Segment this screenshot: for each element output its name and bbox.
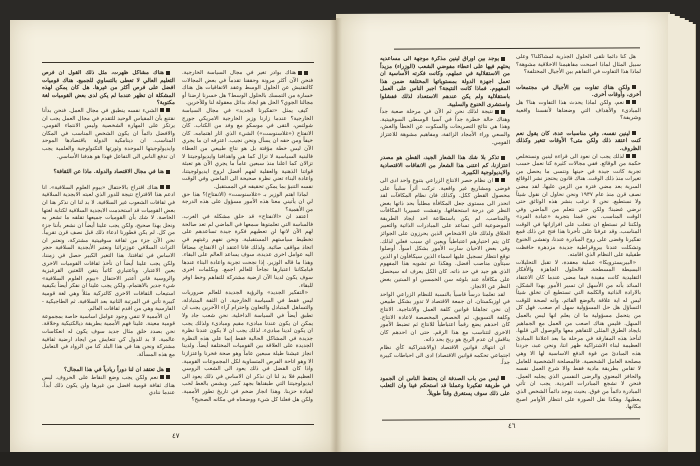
answer-marker-icon (298, 71, 302, 75)
scan-background-bottom (0, 452, 700, 466)
answer-marker-icon (495, 178, 499, 182)
page-edges (668, 14, 698, 458)
answer-marker-icon (495, 110, 499, 114)
question-marker-icon (501, 376, 505, 380)
book-gutter (330, 18, 342, 454)
answer-marker-icon (626, 154, 630, 158)
answer-marker-icon (160, 108, 164, 112)
question-marker-icon (632, 131, 636, 135)
left-top-rule (42, 62, 314, 63)
left-page-right-column: هناك بوادر تغير في مجال السياسة الخارجية. فنحن الآن أكثر مرونة وحققنا تقدماً في بعض المجالات كالتفتيش عن الحلول الوسط وعقد الاتفاقيات هل هناك خسارة من التمسك بالحلول الوسط؟ هل خسرنا ارضنا أو مجالنا الجوي؟ الحل هو ايجاد بدائل معقولة لنا وللآخرين. كيف يمثل «تفكيرنا الجديد» في مجال السياسة الخارجية؟ عندما زارنا وزير الخارجية الامريكي جورج شولتس، التقى في موسكو مع وفد من الكتاب. كان الانفتاح («غلاسنوست») الشيء الذي اثار اهتمامه. كان خيفاً ومن حقه ان يسأل ونحن نجيب. اعترفه ان ما يجري الآن ليس خطة مؤقتة بل هو نتاج طبيعي من العطاء فالبنية السياسية لا تزال كما هي واهدافنا وايديولوجيتنا لا تزالان كما اعلنا منذ سبعين عاماً ما يجري الآن هو تعبئة قواتنا الذهنية والعقلية لفهم أفضل لروح ايديولوجيتنا، واعادة البناء تعني نظرة صحيحة الى الماضي وفي الوقت نفسه التنبؤ بما يمكن تحقيقه في المستقبل. لماذا اهتم الوزير بـ «غلاسنوست» (الانفتاح)؟ هذا حق لي ان يأتيني معنا هذه الأمور مسؤول على هذه الدرجة من الأهمية؟ اعتقد ان «الانفتاح» قد خلق مشكلة في الغرب. فالساسة التي تعلمتوها سمعها في الماضي لم تعد صالحة لهم الآن لانها لن تعطيهم فكرة جيدة تساعدهم على تخطيط سياستهم المستقبلية. ونحن نفهم رغبتهم في اتخاذ مواقف صائبة. ولذلك فانا اعتقد ان الانفتاح، مضافاً اليه عوامل اخرى عديدة، سوف يساعد العالم على البقاء. وهذا ما قاله الوزير. إذا نجحت تجربة واعادة البناء عندها فبامكاننا اعتبارها نجاحاً للعالم اجمع. وبكلمات اخرى سوف يكون لدينا الآن ارضية مشتركة للتفاهم وخط اوفر للبقاء. «التفكير الجديد» والرؤية الجديدة للعالم ضروريات ليس فقط في السياسة الخارجية. ان الثقة المتبادلة، والتساهل المتبادل والتعاون واحترام آراء الآخرين يجب ان تطبق أيضاً في السياسة الداخلية. نحن شعب جاد ولا يمكن ان يكون عندنا مبادىء مقيم ومبادىء ولذلك يجب ان يكون لدينا مبادىء. لذلك يجب ان لا يكون عندنا نظرة جديدة في المشاكل الحالية فقط إنما علي هذه النظرة الجديدة على العلاقة بين القوميات المختلفة أيضاً. ولدينا انجاز عيشنا طيلة سبعين عاماً وهو صحة فخرنا واعتزازنا الا وهو اتاحة الفرص المتساوية لكل المجموعات القومية. واذا كان الفضل في ذلك يعود الى الشعب الروسي العظيم فلا بد لنا ان نذكر ان الاساس في ذلك يعود الى ايديولوجيتنا التي طبقناها بجهد كبير. وبشس بالغط لحب لقيادة حزبنا. وهذا انجاز ضخم في تاريخ تطور الأممية. ولكن هل فعلنا كل شيء ووضعناه في مكانه الصحيح؟ (182, 70, 313, 403)
right-page-number: ٤٦ (508, 422, 516, 430)
answer-marker-icon (160, 185, 164, 189)
answer-marker-icon (501, 178, 505, 182)
answer-marker-icon (632, 100, 636, 104)
answer-marker-icon (632, 154, 636, 158)
question-marker-icon (166, 71, 170, 75)
answer-marker-icon (304, 71, 308, 75)
left-bottom-rule (42, 424, 314, 425)
answer-marker-icon (626, 100, 630, 104)
answer-marker-icon (501, 110, 505, 114)
question-marker-icon (166, 368, 170, 372)
question-marker-icon (501, 57, 505, 61)
answer-marker-icon (160, 375, 164, 379)
left-page-left-column: هناك مشاكل ظهرت، مثل ذلك القول ان فرص التعليم العالي لا تعطى بالتساوي للجميع. هناك قوميات افضل على فرص أكثر من غيرها. هل كان يمكن لهذه المشكلة ان تظهر عندما لم يكن لدى بعض القوميات لغة مكتوبة؟ الشيء نفسه ينطبق في مجال العمل. فنحن بدأنا نقتنع بأن المقياس الوحيد للتقدم في مجال العمل يجب ان يرتكز على المهارة الشخصية وليس الانتماء القومي. والافضل دائماً ان يكون الشخص المناسب في المكان المناسب. ان دينامكية الدولة باقتصادها الموحد وايديولوجيتها الموحدة وثورتها التكنولوجية والعلمية يجب ان تدفع الناس الى التفاعل فهذا هو هدفنا الأساسي. هنا في مجال الاقتصاد والدولة. ماذا عن الثقافة؟ هناك اقتراح بالاحتفال «بيوم العلوم السلافية». انا ادعم هذا الاقتراح نتيجة للدور الذي لعبته الابجدية السلافية في ثقافات الشعوب غير السلافية. لا بد لنا ان نذكر هنا ان بعض القوميات قد استخدمت الابجدية السلافية لكتابة لغتها الخاصة. لا شك بأن القوميات جميعها تقلقه ما تشعر به ونحل بهذا صحيح، ولكن يجب علينا أيضاً ان نشعر بأننا جزء من كل. لم يكن فطورنا ادعاء ذلك قبل نصف قرن تقريباً. نحن الآن جزء من ثقافة سوفييتية مشتركة، ونعتبر ان التراث السلافي عوزتراثنا ونعتبر الأبجدية السلافية حجر الاساس في ثقافتنا. هذا التغير الكبير حصل في زمننا، ولكن يجب علينا أيضاً ان نأخذ ثقافات القوميات الاخرى بعين الاعتبار. وباعتباري كاتباً يتقن اللغتين القرغيزية والروسية فاني أعتبر الاحتفال «بيوم العلوم السلافية» شيء جدير بالاهتمام. ولكن يجب علينا ان نفكر أيضاً بكيفية استيعاب الثقافات الاخرى كالتركية مثلاً وهي لغة قومية كبيرة تأتي في المرتبة الثانية بعد السلافية. ثم الطاجيكية - الفارسية وهي من اقدم ثقافات العالم. ان الأممية لا تنفي وجود عوامل اساسية خاصة بمجموعة قومية معينة. علينا فهم الأممية بطريقة ديالكتيكية وخلاقة. نحن بصدد خلق مثال جديد سوف يكون له انعكاسات عالمية. لا بد للدول كي تتعايش من ايجاد ارضية ثقافية مشتركة ونحن هنا في هذا البلد كنا من الرواد في التعامل مع هذه المسألة. هل تعتقد ان لنا دوراً ريادياً في هذا المجال؟ نعم ولكن يجب وضع النقاط على الحروف. ليس هناك ثقافة قومية افضل من غيرها ولن يكون ذلك أبداً. عندما ننادي (42, 70, 175, 397)
answer-marker-icon (166, 375, 170, 379)
question-marker-icon (632, 85, 636, 89)
answer-marker-icon (166, 185, 170, 189)
left-page-number: ٤٧ (172, 432, 180, 440)
question-marker-icon (501, 156, 505, 160)
right-page-right-column: هل كنا دائماً نلقى الحلول الجذرية لمشاكلنا؟ وعلى سبيل المثال لماذا اصبحت مفاهيمنا الاخلاقية مشوهة؟ لماذا هذا التفاوت في التفاهم بين الأجيال المختلفة؟ ولكن هناك تفاوت بين الأجيال في مجتمعات أخرى، وأوقات أخرى. نعم، ولكن لماذا يحدث هذا التفاوت هنا؟ هل المبادىء والأهداف التي وضعناها لأنفسنا واقعية وشريفة؟ لينين نفسه، وفي مناسبات عدة، كان يقول نعم كنت اعتقد ذلك ولكن متى؟ الأوقات تتغير وكذلك الظروف. لذلك يجب ان نعود الى قراءة لينين ونستخلص حكمة من الوقائع. ففي مجالات كثيرة كنا نعمل حسب تجربة كانت جيدة في حينها ونتسى ما يحصل من تغيرات منذ ذلك الوقت. هناك قانون يحتجز نشر الوقائع السرية بعد مضي فترة من الزمن عليها. لقد مضى نصف قرن منذ عام ١٩٣٧ ونحن نحاول ان نقول شيئاً ولا نستطيع. نحن لا نرغب بنشر هذه الوثائق حتى نرضي غضبنا؛ ولكن حتى نتعلم من الماضي وفي الوقت المناسب. نحن قمنا بتجربة «عبادة الفرد» ولكننا لم نستطع ان نتغلب على افرازاتها في الوقت المناسب. وقد عرفنا على تأخرنا هذا فتح عن ذلك قمع تفكيرنا وقضى على روح المبادرة عندنا، وتفشى الخنوع وتشكلت عندنا بيروقراطية جديدة مزدهرة حافظت طفيلية على النظام الذي اقامته. «البيريسترويكا» عملية معقدة، لا تقبل التحليلات البسيطة المسطحة. فالحلول الجاهزة والأفكار التقليدية كانت مفيدة فيما مضى عندما كان الاعتقاد السائد بأنه من الأسهل ان تسير الأمور بهذا الشكل، بالارادة الذاتية والكلمة التي تستطيع ان تخلق شيئاً ليس له اية علاقة بالوضع القائم. وانه لصحة للوقت التساؤل هل حل المسؤولية سهل ام صعب. فهل كل من يتحمل مسؤولية ما ان يعلم انها ليس بالعمل السهل. فليس هناك اصعب من العمل مع الجماهير بايجاد الطرق المثلى للتفاهم معها والوصول الى قلبها. لنأخذ هذه المفارقة في مرحلة ما بعد اعلاننا المبادئ العظيمة لبناء الاشتراكية ظهر انتا، ونحن عبد، جردنا هذه المبادئ من قوة الدفع الاساسية لها الا وهي مصلحة العامل الشخصية. فالمصلحة الشخصية للعامل لا تقاس بطريقة مادية فقط والا شرع العمل نفسه والحافز المعنوي والرضى النفسي الذي يجلبه العمل. فنحن لا نشجع المبادرات الفردية. يجب ان تأتي المبادرة دائماً من فوق. بحيث يوجد دائماً الشخص الذي يعطيها. وهكذا نقل الصورة على انتظار الأوامر اصبح مكانها. (516, 54, 641, 411)
question-marker-icon (166, 170, 170, 174)
answer-marker-icon (166, 108, 170, 112)
right-page-left-column: يوجد بين أوراق لينين مذكرة موجهة الى مساعديه يحثهم فيها على اعطاء مفوضي الشعب (الوزراء) مزيداً من الاستقلالية في عملهم، وكانت فكرته الأساسية ان تعمل اجهزة الدولة بمستوياتها المختلفة ضمن هذا المفهوم. فماذا كانت النتيجة؟ اجبر الناس على العمل باستقلالية ولم يكن عندهم الاستعداد لذلك ففشلوا واستشرى الخنوع والسلبية. نتيجة لذلك نحن ثم الآن في مرحلة صعبة جداً وهناك حالة خطرة جداً في آسيا الوسطى السوفييتية. وهذا هي نتائج التصريحات والسكوت عن الخطأ والغش، والسعي وراء الأمجاد الزائفة، ومفاهيم مشوهة للاعتزاز القومي. تذكر بلا شك هذا الشعار الجيد، القطن هو مصدر اعتزازنا، كم اعتنى هذا الشعار من الانفاقات الاقتصادية والايديولوجية الكبيرة. ان نظام حصر الانتاج الزراعي بتنوع واحد ادى الى فوضى ومشاريع غير واقعية. تركت أثراً سلبياً على محصول القطن ككل. وكذلك فان نظام المكافآت لقد انحدر الى مستوى جعل المكافأة مطلباً بحد ذاتها بغض النظر عن درجة استحقاقها. وتفشت عسيريا المكافآت والمناصب. لم يكن باستطاعة احد ايجاد الطريقة الموضوعية التي تساعد على المبادرات الذاتية والتعبير الخلاق ولذلك فان الاشخاص الذين يحرزون على الجوائز كان يتم اختيارهم اعتباطياً ويعين اي سبب فعلي لذلك. وفي بعض الاحيان سارت الأمور بشكل اسوأ. أوصلوا توقع انتظار تسجيل عليها اسماء الذين سيكافأون او الذين سيتأون مناصب أفضل. وهكذا تم تشويه هذا المفهوم الذي هو جيد في حد ذاته. كان الكل يعرف انه سيحصل على مكافأة عند بلوغه سن الخمسين او الستين بغض النظر عن الانجاز. لقد تعلمنا درساً قاسياً بالنسبة للنظام الزراعي الواحد في اوزبكستان. ان جمعة الاقتصاد لا تدور بشكل طبيعي إن نحن تجاهلنا قوانين كلفة العمل والانتاجية. الانتاج وكلفة التسويق. ثم الحصص المخصصة لاعادة الانتاج. كان احدهم يضع رقماً اعتباطياً للانتاج ثم تضبط الأمور الاخرى لتتناسب مع هذا الرقم. حتى ان احدهم كان يناقش ان عدم الربح هو ربح بحد ذاته. ان انتهاك قوانين الاقتصاد (والاشتراكية كأي نظام اجتماعي تحكمه قوانين الاقتصاد) ادى الى احباطات كبيرة جداً. ليس من باب الصدفة ان يحتفظ الناس ان الجمود في طريقة تفكيرنا وعملنا قد استحكم فينا وان التغلب على ذلك سوف يستغرق وقتاً طويلاً. (380, 56, 510, 397)
